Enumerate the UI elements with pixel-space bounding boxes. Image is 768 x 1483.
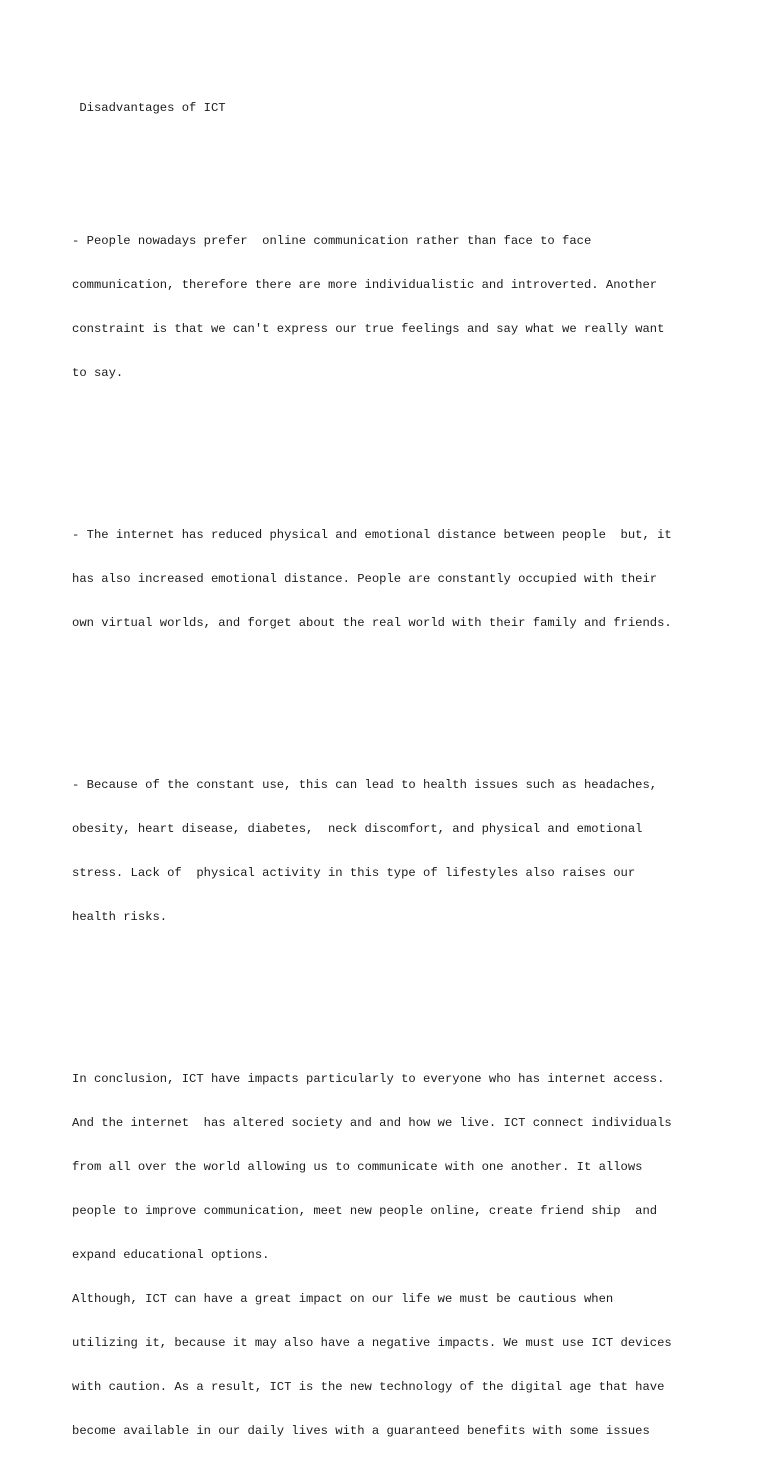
paragraph-line: own virtual worlds, and forget about the real world with their family and friends. [72, 615, 672, 630]
paragraph-line: to say. [72, 365, 124, 380]
paragraph-line: Although, ICT can have a great impact on our life we must be cautious when [72, 1292, 614, 1307]
paragraph-gap [72, 689, 712, 704]
document-page [72, 72, 712, 1483]
paragraph-line: constraint is that we can't express our true feelings and say what we really want [72, 321, 665, 336]
paragraph-gap [72, 439, 712, 454]
paragraph-line: In conclusion, ICT have impacts particularly to everyone who has internet access. [72, 1071, 665, 1086]
paragraph-line: people to improve communication, meet new people online, create friend ship and [72, 1203, 658, 1218]
paragraph-health-issues [72, 748, 712, 954]
document-title: Disadvantages of ICT [72, 101, 226, 116]
paragraph-line: And the internet has altered society and and how we live. ICT connect individuals [72, 1115, 672, 1130]
paragraph-line: stress. Lack of physical activity in this type of lifestyles also raises our [72, 865, 636, 880]
paragraph-line: become available in our daily lives with a guaranteed benefits with some issues [72, 1424, 650, 1439]
paragraph-line: utilizing it, because it may also have a negative impacts. We must use ICT devices [72, 1336, 672, 1351]
paragraph-line: with caution. As a result, ICT is the new technology of the digital age that have [72, 1380, 665, 1395]
paragraph-line: expand educational options. [72, 1247, 270, 1262]
paragraph-line: - Because of the constant use, this can lead to health issues such as headaches, [72, 777, 658, 792]
paragraph-line: health risks. [72, 909, 168, 924]
paragraph-people-prefer-online [72, 204, 712, 410]
paragraph-line: - The internet has reduced physical and emotional distance between people but, it [72, 527, 672, 542]
paragraph-line: from all over the world allowing us to communicate with one another. It allows [72, 1159, 643, 1174]
paragraph-emotional-distance [72, 498, 712, 660]
paragraph-line: obesity, heart disease, diabetes, neck discomfort, and physical and emotional [72, 821, 643, 836]
paragraph-line: - People nowadays prefer online communication rather than face to face [72, 233, 592, 248]
paragraph-line: communication, therefore there are more individualistic and introverted. Another [72, 277, 658, 292]
paragraph-gap [72, 146, 712, 161]
paragraph-gap [72, 983, 712, 998]
paragraph-line: has also increased emotional distance. People are constantly occupied with their [72, 571, 658, 586]
paragraph-conclusion [72, 1042, 712, 1468]
